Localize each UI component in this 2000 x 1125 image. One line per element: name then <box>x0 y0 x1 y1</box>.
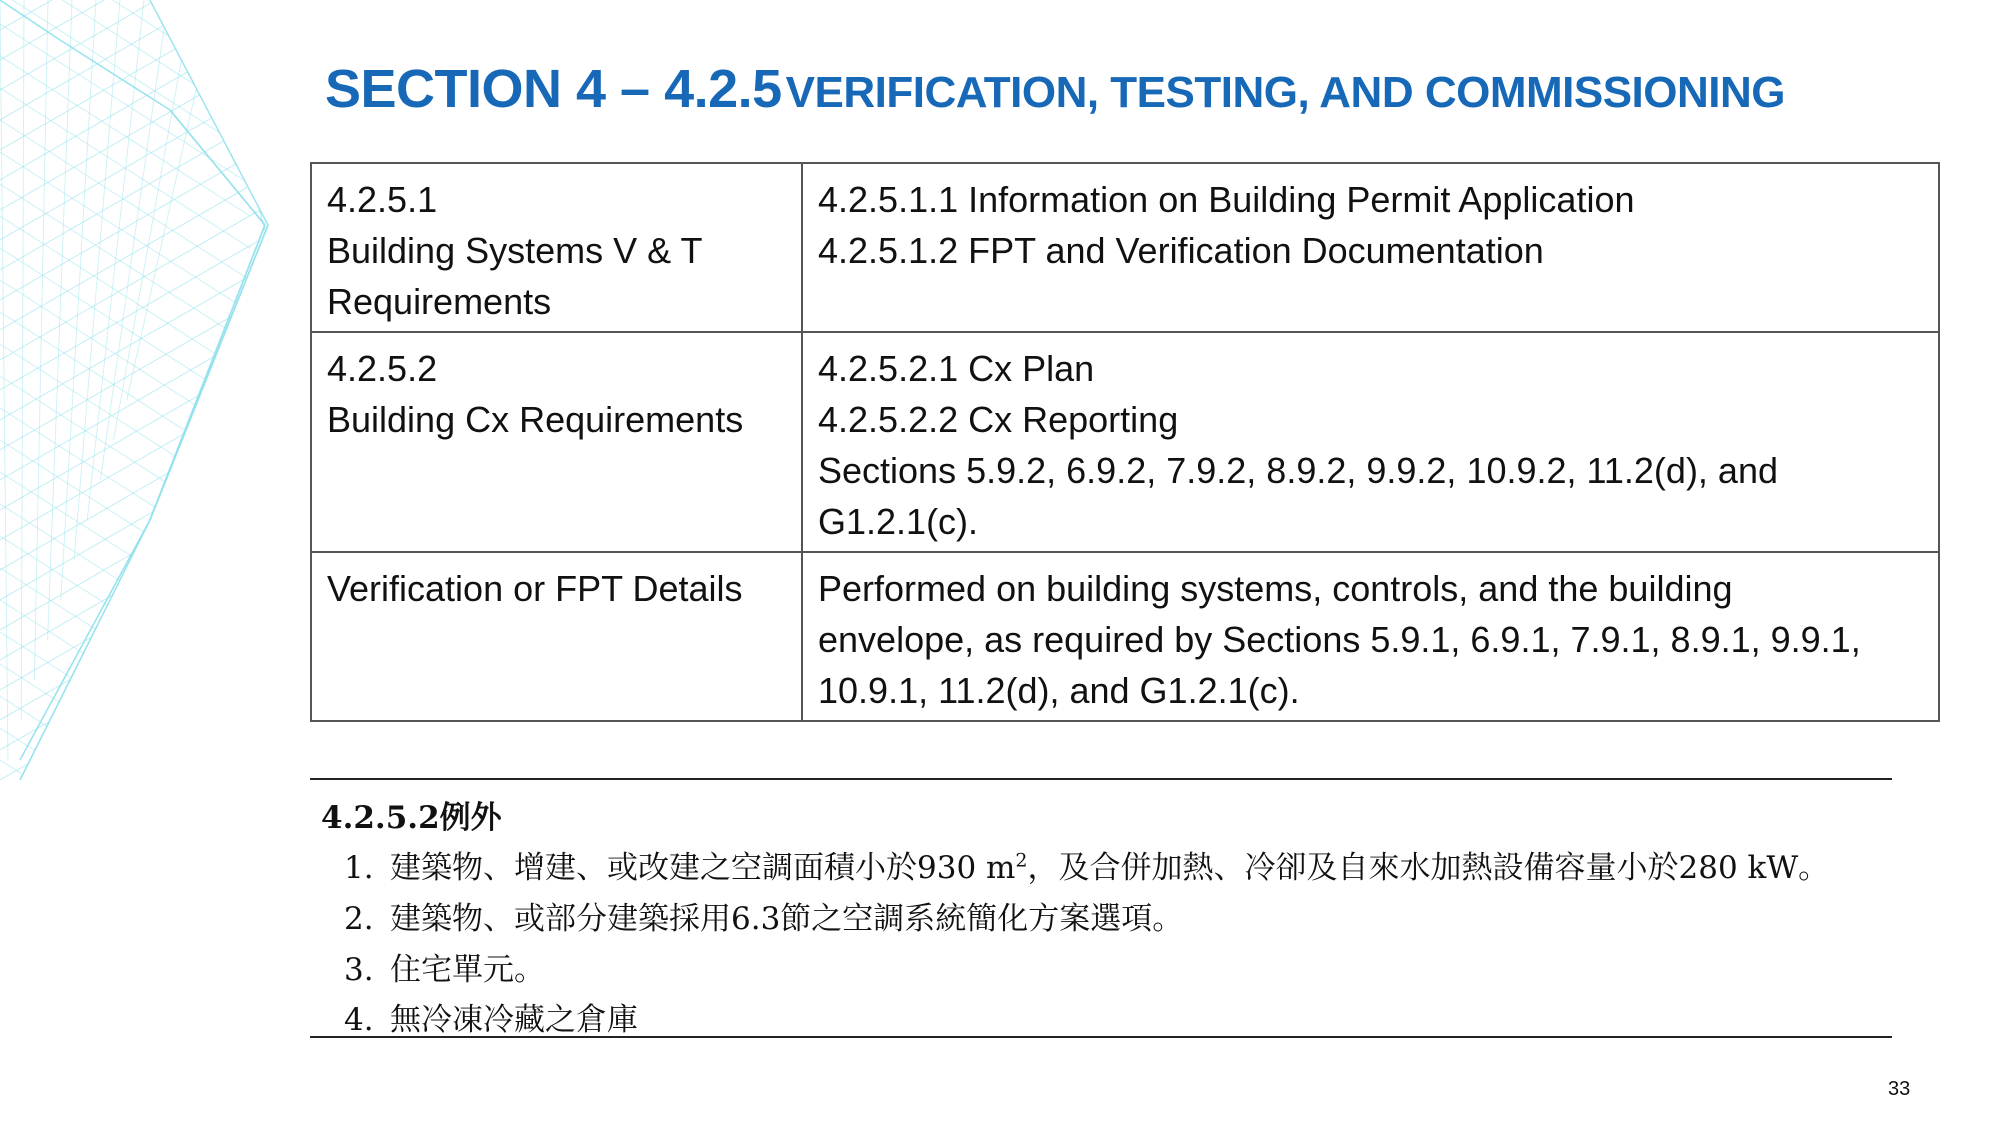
table-cell-requirement <box>311 552 802 721</box>
cell-line: Requirements <box>327 281 552 322</box>
table-cell-details <box>802 552 1939 721</box>
list-item <box>344 842 1829 887</box>
table-row <box>311 552 1939 721</box>
title-section-name: VERIFICATION, TESTING, AND COMMISSIONING <box>785 68 1786 117</box>
item-text: 建築物、增建、或改建之空調面積小於930 m <box>390 850 1016 886</box>
cell-line: envelope, as required by Sections 5.9.1, 6.9.1, 7.9.1, 8.9.1, 9.9.1, <box>818 619 1861 660</box>
cell-line: 4.2.5.1.1 Information on Building Permit Application <box>818 179 1635 220</box>
requirements-table <box>310 162 1940 722</box>
table-cell-requirement <box>311 163 802 332</box>
item-number: 2. <box>344 901 374 937</box>
cell-line: G1.2.1(c). <box>818 501 979 542</box>
cell-line: 4.2.5.1 <box>327 179 438 220</box>
cell-line: Verification or FPT Details <box>327 568 743 609</box>
list-item <box>344 944 545 989</box>
table-row <box>311 163 1939 332</box>
table-cell-details <box>802 332 1939 552</box>
cell-line: Sections 5.9.2, 6.9.2, 7.9.2, 8.9.2, 9.9.2, 10.9.2, 11.2(d), and <box>818 450 1778 491</box>
slide-title <box>325 58 1785 120</box>
cell-line: 4.2.5.1.2 FPT and Verification Documentation <box>818 230 1544 271</box>
cell-line: Performed on building systems, controls, and the building <box>818 568 1733 609</box>
item-superscript: 2 <box>1015 849 1028 872</box>
item-number: 3. <box>344 952 374 988</box>
cell-line: Building Cx Requirements <box>327 399 744 440</box>
table-cell-requirement <box>311 332 802 552</box>
item-text: 住宅單元。 <box>390 952 545 988</box>
exceptions-title: 4.2.5.2例外 <box>321 800 502 836</box>
item-number: 1. <box>344 850 374 886</box>
table-cell-details <box>802 163 1939 332</box>
cell-line: Building Systems V & T <box>327 230 703 271</box>
page-number: 33 <box>1888 1078 1911 1100</box>
item-text: 無冷凍冷藏之倉庫 <box>390 1002 638 1038</box>
item-text: 建築物、或部分建築採用6.3節之空調系統簡化方案選項。 <box>390 901 1184 937</box>
table-row <box>311 332 1939 552</box>
wireframe-decoration <box>0 0 280 780</box>
exceptions-box <box>310 778 1892 1038</box>
cell-line: 10.9.1, 11.2(d), and G1.2.1(c). <box>818 670 1300 711</box>
title-section-number: SECTION 4 – 4.2.5 <box>325 59 782 119</box>
cell-line: 4.2.5.2.1 Cx Plan <box>818 348 1095 389</box>
item-text-continued: ，及合併加熱、冷卻及自來水加熱設備容量小於280 kW。 <box>1027 850 1830 886</box>
item-number: 4. <box>344 1002 374 1038</box>
list-item <box>344 893 1183 938</box>
list-item <box>344 994 638 1039</box>
cell-line: 4.2.5.2.2 Cx Reporting <box>818 399 1179 440</box>
cell-line: 4.2.5.2 <box>327 348 438 389</box>
